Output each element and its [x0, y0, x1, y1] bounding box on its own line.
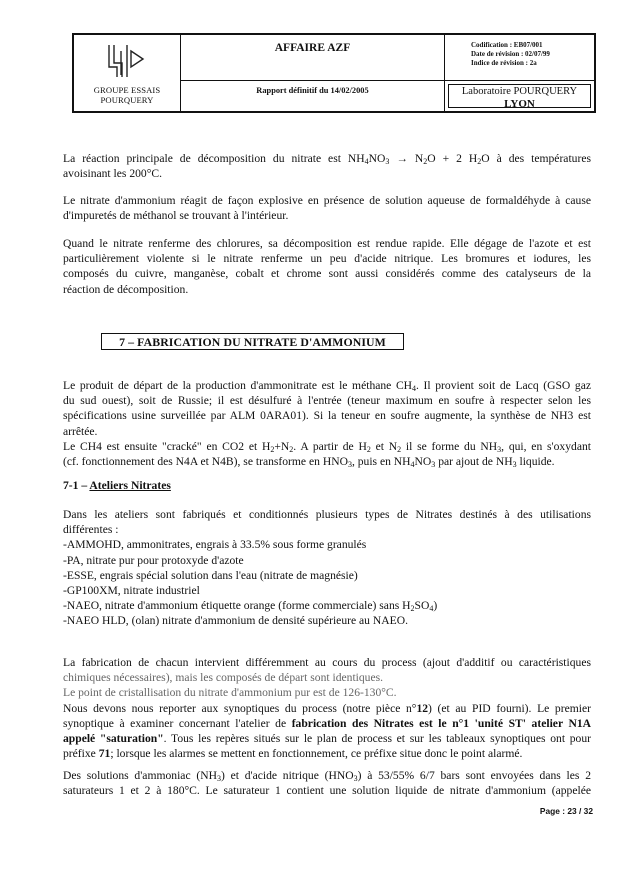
- text-line: d'impuretés de méthanol se trouvant à l'intérieur.: [63, 209, 289, 223]
- text-line: Quand le nitrate renferme des chlorures, sa décomposition est rendue rapide. Elle dégage de l'azote et est: [63, 237, 591, 250]
- paragraph-fabrication-process: [63, 655, 591, 761]
- logo-text-line2: POURQUERY: [100, 95, 154, 105]
- logo-text-line1: GROUPE ESSAIS: [93, 85, 161, 95]
- list-item: -GP100XM, nitrate industriel: [63, 584, 200, 598]
- text-line: particulièrement violente si le nitrate renferme un peu d'acide nitrique. Les bromures et iodures, les: [63, 252, 591, 266]
- indice-revision: Indice de révision : 2a: [471, 59, 537, 67]
- paragraph-production-start: [63, 378, 591, 469]
- text-line: Le produit de départ de la production d'ammonitrate est le méthane $CH_4$. Il provient soit de Lacq (GSO gaz: [63, 379, 591, 393]
- text-line: Dans les ateliers sont fabriqués et conditionnés plusieurs types de Nitrates destinés à des utilisations: [63, 508, 591, 521]
- subsection-7-1-heading: [63, 479, 171, 492]
- text-line: chimiques nécessaires), mais les composés de départ sont identiques.: [63, 671, 384, 685]
- section-7-heading: [101, 333, 404, 350]
- list-item: -NAEO, nitrate d'ammonium étiquette orange (forme commerciale) sans $H_2SO_4$): [63, 599, 438, 614]
- paragraph-formaldehyde: [63, 193, 591, 223]
- text-line: appelé "saturation". Tous les repères situés sur le plan de process et sur les tableaux synoptiques ont pour: [63, 732, 591, 746]
- date-revision: Date de révision : 02/07/99: [471, 50, 550, 58]
- document-header: [72, 33, 596, 113]
- text-line: différentes :: [63, 523, 119, 537]
- paragraph-decomposition-reaction: [63, 151, 591, 181]
- paragraph-chlorides: [63, 236, 591, 297]
- text-line: (cf. fonctionnement des N4A et N4B), se transforme en $HNO_3$, puis en $NH_4NO_3$ par ajout de $NH_3$ liquide.: [63, 455, 555, 470]
- codification: Codification : EB07/001: [471, 41, 543, 49]
- section-7-title: 7 – FABRICATION DU NITRATE D'AMMONIUM: [119, 335, 386, 349]
- logo-icon: [103, 41, 149, 81]
- list-item: -PA, nitrate pur pour protoxyde d'azote: [63, 553, 244, 567]
- text-line: spécifications usine surveillée par ALM 0ARA01). Si la teneur en soufre augmente, la synthèse de NH3 est: [63, 409, 591, 423]
- page-number: Page : 23 / 32: [539, 806, 593, 816]
- title-cell: [181, 35, 445, 81]
- text-line: composés du cuivre, manganèse, cobalt et chrome sont aussi considérés comme des catalyseurs de la: [63, 267, 591, 281]
- text-line: La fabrication de chacun intervient différemment au cours du process (ajout d'additif ou caractéristiques: [63, 656, 591, 669]
- list-item: -AMMOHD, ammonitrates, engrais à 33.5% sous forme granulés: [63, 538, 367, 552]
- text-line: Le nitrate d'ammonium réagit de façon explosive en présence de solution aqueuse de formaldéhyde à cause: [63, 194, 591, 207]
- text-line: Le CH4 est ensuite "cracké" en CO2 et $H_2+N_2$. A partir de $H_2$ et $N_2$ il se forme du $NH_3$, qui, en s'oxydant: [63, 439, 591, 454]
- text-line: La réaction principale de décomposition du nitrate est $NH_4NO_3 \to N_2O + 2$ $H_2O$ à des températures: [63, 152, 591, 166]
- laboratory-cell: [445, 81, 594, 111]
- report-cell: [181, 81, 445, 111]
- laboratory-box: [448, 84, 591, 108]
- subsection-number: 7-1 –: [63, 479, 90, 492]
- text-line: saturateurs 1 et 2 à 180°C. Le saturateur 1 contient une solution liquide de nitrate d'ammonium (appelée: [63, 784, 591, 798]
- list-item: -ESSE, engrais spécial solution dans l'eau (nitrate de magnésie): [63, 568, 358, 582]
- text-line: arrêtée.: [63, 424, 98, 438]
- text-line: Nous devons nous reporter aux synoptiques du process (notre pièce n°12) (et au PID fourni). Le premier: [63, 701, 591, 715]
- paragraph-nitrate-types: [63, 507, 591, 629]
- subsection-title: Ateliers Nitrates: [89, 479, 171, 492]
- laboratory-name: Laboratoire POURQUERY: [461, 86, 578, 97]
- codification-cell: [445, 35, 594, 81]
- text-line: synoptique à examiner concernant l'atelier de fabrication des Nitrates est le n°1 'unité ST' atelier N1A: [63, 716, 592, 730]
- text-line: du sud ouest), soit de Russie; il est désulfuré à l'entrée (teneur maximum en soufre à respecter selon les: [63, 394, 591, 408]
- text-line: avoisinant les 200°C.: [63, 167, 162, 181]
- text-line: réaction de décomposition.: [63, 282, 189, 296]
- laboratory-city: LYON: [504, 98, 535, 110]
- logo-cell: [74, 35, 181, 111]
- report-date: Rapport définitif du 14/02/2005: [256, 86, 369, 95]
- document-title: AFFAIRE AZF: [274, 42, 351, 54]
- text-line: Le point de cristallisation du nitrate d'ammonium pur est de 126-130°C.: [63, 686, 397, 700]
- list-item: -NAEO HLD, (olan) nitrate d'ammonium de densité supérieure au NAEO.: [63, 614, 408, 628]
- text-line: Des solutions d'ammoniac $(NH_3)$ et d'acide nitrique $(HNO_3)$ à 53/55% 6/7 bars sont envoyées dans les 2: [63, 769, 591, 783]
- paragraph-saturators: [63, 768, 591, 798]
- text-line: préfixe 71; lorsque les alarmes se mettent en fonctionnement, ce préfixe situe donc le point alarmé.: [63, 747, 523, 761]
